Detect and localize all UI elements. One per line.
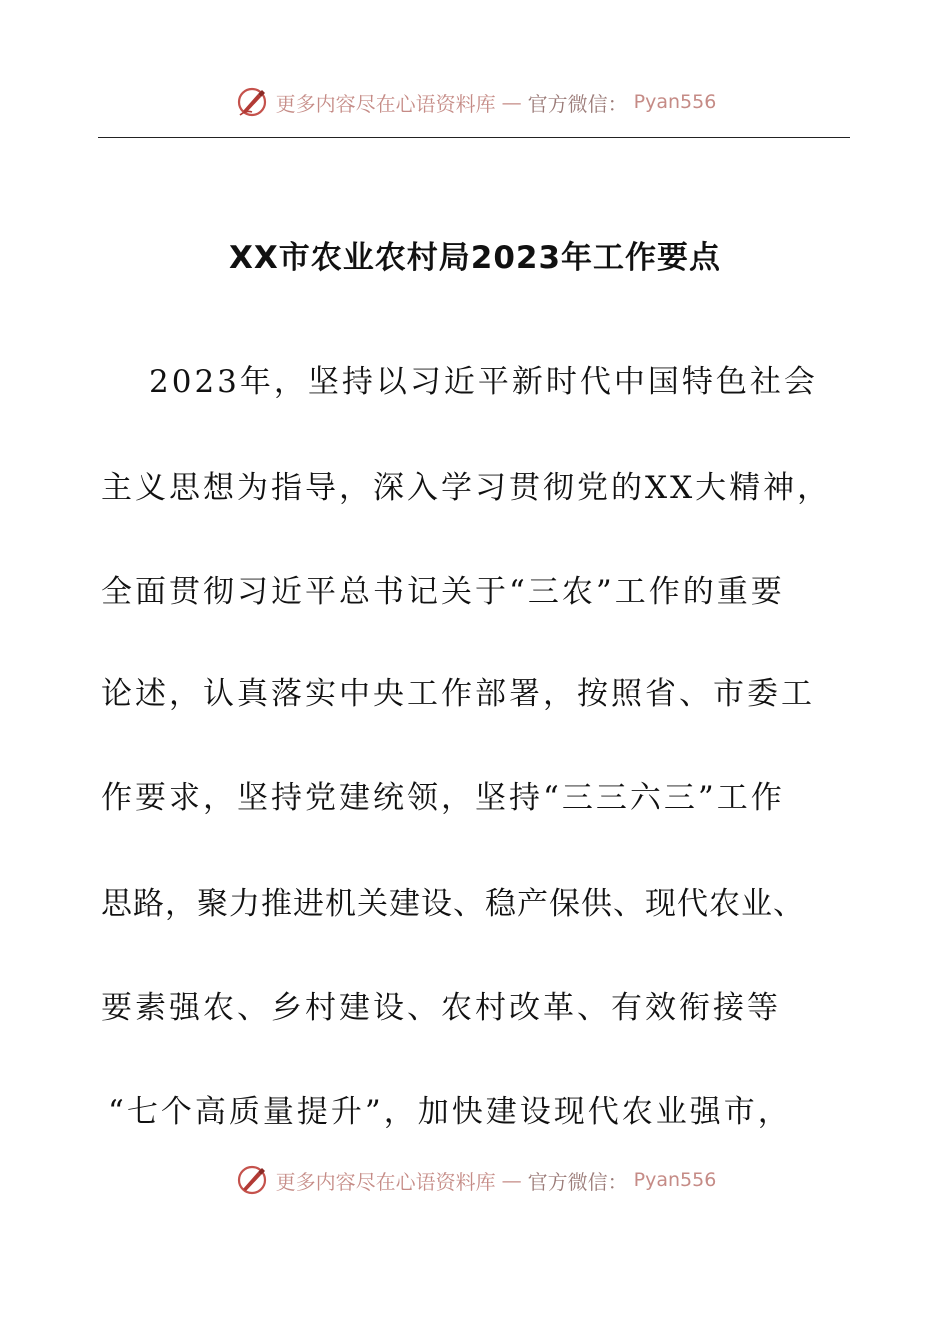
watermark-wechat-label: 官方微信： xyxy=(527,1169,628,1194)
body-line: “七个高质量提升”，加快建设现代农业强市， xyxy=(108,1094,792,1130)
watermark xyxy=(234,1162,717,1196)
body-line: 作要求，坚持党建统领，坚持“三三六三”工作 xyxy=(101,780,785,816)
header-divider xyxy=(98,137,850,138)
body-line: 全面贯彻习近平总书记关于“三农”工作的重要 xyxy=(101,574,785,610)
body-line: 要素强农、乡村建设、农村改革、有效衔接等 xyxy=(101,990,781,1026)
document-title: XX市农业农村局2023年工作要点 xyxy=(228,240,722,276)
footer-watermark xyxy=(0,1152,950,1196)
header-watermark xyxy=(0,78,950,126)
watermark-wechat-label: 官方微信： xyxy=(527,91,628,116)
watermark xyxy=(234,84,717,120)
watermark-main-text: 更多内容尽在心语资料库 xyxy=(275,91,496,116)
pen-circle-logo-icon xyxy=(234,84,270,120)
body-line: 主义思想为指导，深入学习贯彻党的XX大精神， xyxy=(101,470,832,506)
watermark-wechat-id: Pyan556 xyxy=(633,1169,717,1191)
watermark-separator: — xyxy=(501,90,522,114)
body-line: 论述，认真落实中央工作部署，按照省、市委工 xyxy=(101,676,815,712)
watermark-separator: — xyxy=(501,1168,522,1192)
watermark-wechat-id: Pyan556 xyxy=(633,91,717,113)
watermark-main-text: 更多内容尽在心语资料库 xyxy=(275,1169,496,1194)
body-line: 2023年，坚持以习近平新时代中国特色社会 xyxy=(149,364,818,400)
body-line: 思路，聚力推进机关建设、稳产保供、现代农业、 xyxy=(101,886,805,922)
pen-circle-logo-icon xyxy=(234,1162,270,1196)
